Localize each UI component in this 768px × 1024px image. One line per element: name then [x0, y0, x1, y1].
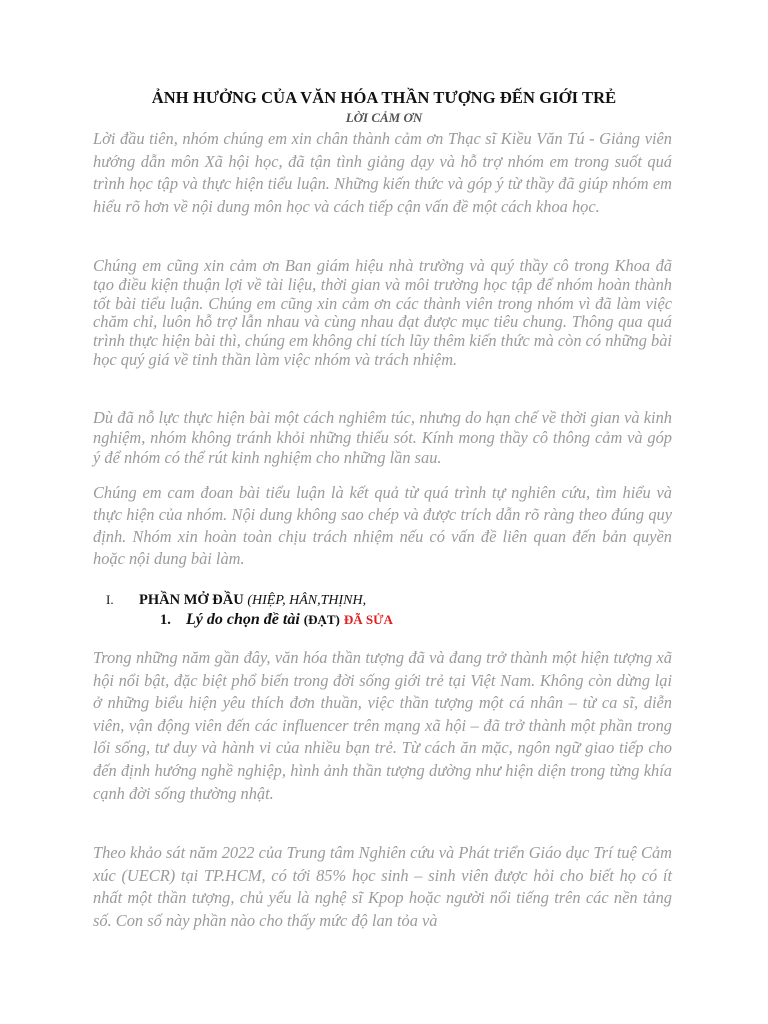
section-number: I.	[106, 592, 114, 607]
acknowledgement-paragraph: Chúng em cũng xin cảm ơn Ban giám hiệu nhà trường và quý thầy cô trong Khoa đã tạo điều kiện thuận lợi về tài liệu, thời gian và môi trường học tập để nhóm hoàn thành tốt bài tiểu luận. Chúng em cũng xin cảm ơn các thành viên trong nhóm vì đã làm việc chăm chỉ, luôn hỗ trợ lẫn nhau và cùng nhau đạt được mục tiêu chung. Thông qua quá trình thực hiện bài thì, chúng em không chỉ tích lũy thêm kiến thức mà còn có những bài học quý giá về tinh thần làm việc nhóm và trách nhiệm.	[93, 256, 672, 369]
acknowledgement-paragraph: Chúng em cam đoan bài tiểu luận là kết quả từ quá trình tự nghiên cứu, tìm hiểu và thực hiện của nhóm. Nội dung không sao chép và được trích dẫn rõ ràng theo đúng quy định. Nhóm xin hoàn toàn chịu trách nhiệm nếu có vấn đề liên quan đến bản quyền hoặc nội dung bài làm.	[93, 483, 672, 568]
status-label: ĐÃ SỬA	[343, 612, 393, 627]
section-title: PHẦN MỞ ĐẦU	[139, 592, 244, 608]
acknowledgements-heading: LỜI CẢM ƠN	[345, 110, 423, 125]
document-title: ẢNH HƯỞNG CỦA VĂN HÓA THẦN TƯỢNG ĐẾN GIỚI TRẺ	[151, 88, 617, 107]
subsection-title: Lý do chọn đề tài	[186, 611, 300, 628]
section-heading	[106, 592, 366, 609]
acknowledgement-paragraph: Lời đầu tiên, nhóm chúng em xin chân thành cảm ơn Thạc sĩ Kiều Văn Tú - Giảng viên hướng dẫn môn Xã hội học, đã tận tình giảng dạy và hỗ trợ nhóm em trong suốt quá trình học tập và thực hiện tiểu luận. Những kiến thức và góp ý từ thầy đã giúp nhóm em hiểu rõ hơn về nội dung môn học và cách tiếp cận vấn đề một cách khoa học.	[93, 129, 672, 216]
section-authors: (HIỆP, HÂN,THỊNH,	[247, 593, 367, 608]
subsection-number: 1.	[160, 612, 171, 628]
subsection-author: (ĐẠT)	[303, 612, 340, 627]
body-paragraph: Theo khảo sát năm 2022 của Trung tâm Nghiên cứu và Phát triển Giáo dục Trí tuệ Cảm xúc (UECR) tại TP.HCM, có tới 85% học sinh – sinh viên được hỏi cho biết họ có ít nhất một thần tượng, chủ yếu là nghệ sĩ Kpop hoặc người nổi tiếng trên các nền tảng số. Con số này phần nào cho thấy mức độ lan tỏa và	[93, 843, 672, 930]
body-paragraph: Trong những năm gần đây, văn hóa thần tượng đã và đang trở thành một hiện tượng xã hội nổi bật, đặc biệt phổ biến trong đời sống giới trẻ tại Việt Nam. Không còn dừng lại ở những biểu hiện yêu thích đơn thuần, việc thần tượng một cá nhân – từ ca sĩ, diễn viên, vận động viên đến các influencer trên mạng xã hội – đã trở thành một phần trong lối sống, tư duy và hành vi của nhiều bạn trẻ. Từ cách ăn mặc, ngôn ngữ giao tiếp cho đến định hướng nghề nghiệp, hình ảnh thần tượng dường như hiện diện trong từng khía cạnh đời sống thường nhật.	[93, 648, 672, 803]
acknowledgement-paragraph: Dù đã nỗ lực thực hiện bài một cách nghiêm túc, nhưng do hạn chế về thời gian và kinh nghiệm, nhóm không tránh khỏi những thiếu sót. Kính mong thầy cô thông cảm và góp ý để nhóm có thể rút kinh nghiệm cho những lần sau.	[93, 408, 672, 467]
subsection-heading	[160, 611, 393, 629]
